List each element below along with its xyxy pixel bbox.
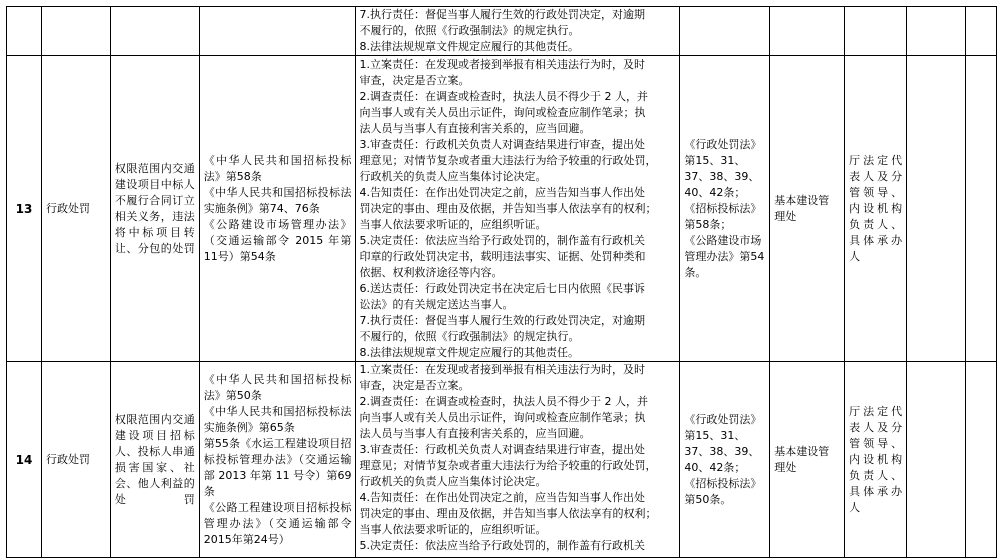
- responsibility-line: 罚决定的事由、理由及依据，并告知当事人依法享有的权利；: [359, 201, 657, 215]
- table-row: [7, 56, 997, 362]
- responsibility-line: 7.执行责任：督促当事人履行生效的行政处罚决定，对逾期: [359, 313, 645, 327]
- responsibility-cell: [356, 56, 680, 362]
- item-name-text: 权限范围内交通建设项目招标人、投标人串通损害国家、社会、他人利益的处罚: [114, 412, 195, 506]
- responsibility-line: 法人员与当事人有直接利害关系的，应当回避。: [359, 121, 591, 135]
- item-basis: [199, 362, 356, 558]
- responsibility-line: 6.送达责任：行政处罚决定书在决定后七日内依照《民事诉: [359, 281, 645, 295]
- responsibility-line: 当事人依法要求听证的，应组织听证。: [359, 523, 547, 536]
- cell-empty: [965, 7, 996, 56]
- responsibility-line: 行政机关的负责人应当集体讨论决定。: [359, 475, 547, 488]
- responsibility-line: 2.调查责任：在调查或检查时，执法人员不得少于 2 人，并: [359, 89, 648, 103]
- row-number: 14: [7, 362, 42, 558]
- cell-empty: [41, 7, 110, 56]
- responsible-person: [845, 56, 907, 362]
- responsibility-line: 4.告知责任：在作出处罚决定之前，应当告知当事人作出处: [359, 185, 645, 199]
- responsibility-line: 4.告知责任：在作出处罚决定之前，应当告知当事人作出处: [359, 491, 645, 504]
- cell-empty: [199, 7, 356, 56]
- responsibility-line: 向当事人或有关人员出示证件，询问或检查应制作笔录；执: [359, 105, 646, 119]
- responsibility-line: 当事人依法要求听证的，应组织听证。: [359, 217, 547, 231]
- responsibility-line: 依据、权利救济途径等内容。: [359, 265, 503, 279]
- responsibility-line: 8.法律法规规章文件规定应履行的其他责任。: [359, 40, 579, 53]
- item-type: 行政处罚: [41, 362, 110, 558]
- continuation-row: [7, 7, 997, 56]
- item-name: [110, 362, 199, 558]
- cell-empty: [965, 362, 996, 558]
- responsibility-line: 5.决定责任：依法应当给予行政处罚的，制作盖有行政机关: [359, 539, 645, 552]
- responsibility-line: 印章的行政处罚决定书，载明违法事实、证据、处罚种类和: [359, 249, 646, 263]
- responsibility-cell: [356, 362, 680, 558]
- responsibility-line: 法人员与当事人有直接利害关系的，应当回避。: [359, 427, 591, 440]
- responsibility-line: 3.审查责任：行政机关负责人对调查结果进行审查，提出处: [359, 443, 645, 456]
- continuation-responsibility: [356, 7, 680, 56]
- cell-empty: [110, 7, 199, 56]
- responsibility-line: 罚决定的事由、理由及依据，并告知当事人依法享有的权利；: [359, 507, 657, 520]
- responsibility-line: 3.审查责任：行政机关负责人对调查结果进行审查，提出处: [359, 137, 645, 151]
- responsibility-line: 2.调查责任：在调查或检查时，执法人员不得少于 2 人，并: [359, 395, 648, 408]
- responsibility-line: 理意见；对情节复杂或者重大违法行为给予较重的行政处罚，: [359, 459, 657, 472]
- accountability-text: 《行政处罚法》第15、31、37、38、39、40、42条； 《招标投标法》第50条。: [684, 412, 762, 506]
- responsibility-line: 1.立案责任：在发现或者接到举报有相关违法行为时，及时: [359, 363, 645, 376]
- item-type: 行政处罚: [41, 56, 110, 362]
- accountability-basis: [680, 362, 770, 558]
- department: 基本建设管理处: [770, 56, 845, 362]
- cell-empty: [770, 7, 845, 56]
- person-text: 厅法定代表人及分管领导、内设机构负责人、具体承办人: [849, 153, 903, 263]
- responsibility-line: 理意见；对情节复杂或者重大违法行为给予较重的行政处罚，: [359, 153, 657, 167]
- cell-empty: [907, 362, 966, 558]
- cell-empty: [907, 56, 966, 362]
- department: 基本建设管理处: [770, 362, 845, 558]
- item-basis: [199, 56, 356, 362]
- row-number: 13: [7, 56, 42, 362]
- accountability-text: 《行政处罚法》第15、31、37、38、39、40、42条； 《招标投标法》第58条； 《公路建设市场管理办法》第54条。: [684, 137, 765, 279]
- basis-text: 《中华人民共和国招标投标法》第58条 《中华人民共和国招标投标法实施条例》第74、76条 《公路建设市场管理办法》（交通运输部令 2015 年第11号）第54条: [203, 153, 352, 263]
- responsibility-line: 7.执行责任：督促当事人履行生效的行政处罚决定，对逾期: [359, 8, 645, 21]
- responsibility-line: 向当事人或有关人员出示证件，询问或检查应制作笔录；执: [359, 411, 646, 424]
- responsibility-line: 5.决定责任：依法应当给予行政处罚的，制作盖有行政机关: [359, 233, 645, 247]
- cell-empty: [907, 7, 966, 56]
- item-name: [110, 56, 199, 362]
- responsibility-line: 1.立案责任：在发现或者接到举报有相关违法行为时，及时: [359, 57, 645, 71]
- responsibility-line: 不履行的，依照《行政强制法》的规定执行。: [359, 329, 580, 343]
- responsibility-line: 讼法》的有关规定送达当事人。: [359, 297, 514, 311]
- table-row: [7, 362, 997, 558]
- accountability-basis: [680, 56, 770, 362]
- responsibility-line: 行政机关的负责人应当集体讨论决定。: [359, 169, 547, 183]
- cell-empty: [7, 7, 42, 56]
- cell-empty: [845, 7, 907, 56]
- responsibility-line: 8.法律法规规章文件规定应履行的其他责任。: [359, 345, 579, 359]
- basis-text: 《中华人民共和国招标投标法》第50条 《中华人民共和国招标投标法实施条例》第65条 第55条《水运工程建设项目招标投标管理办法》（交通运输部 2013 年第 11 号令）第69条 《公路工程建设项目招标投标管理办法》（交通运输部令2015年第24号）: [203, 372, 352, 546]
- responsibility-line: 审查，决定是否立案。: [359, 379, 470, 392]
- item-name-text: 权限范围内交通建设项目中标人不履行合同订立相关义务，违法将中标项目转让、分包的处罚: [114, 161, 195, 255]
- cell-empty: [965, 56, 996, 362]
- responsibility-line: 不履行的，依照《行政强制法》的规定执行。: [359, 24, 580, 37]
- responsible-person: [845, 362, 907, 558]
- responsibility-line: 审查，决定是否立案。: [359, 73, 470, 87]
- cell-empty: [680, 7, 770, 56]
- responsibility-table: [6, 6, 997, 558]
- person-text: 厅法定代表人及分管领导、内设机构负责人、具体承办人: [849, 404, 903, 514]
